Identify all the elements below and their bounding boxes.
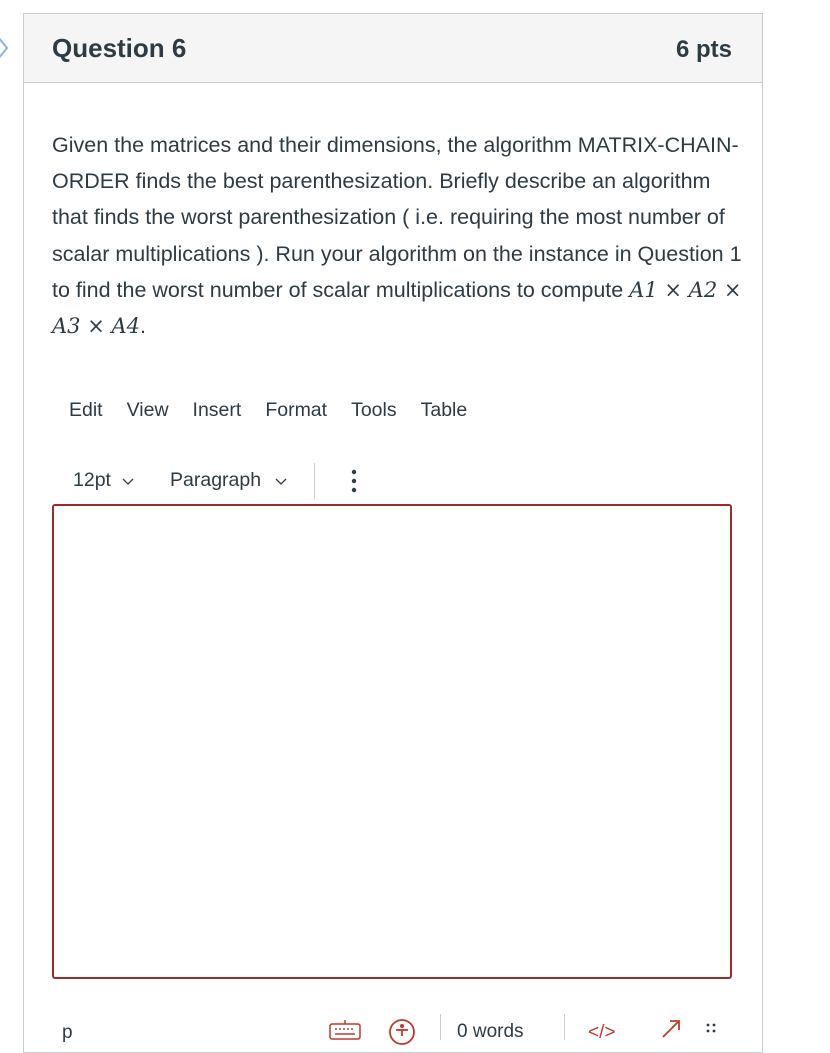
menu-tools[interactable]: Tools: [351, 399, 397, 421]
resize-grip-icon[interactable]: [704, 1022, 720, 1040]
menu-view[interactable]: View: [126, 399, 169, 421]
statusbar-divider: [564, 1014, 565, 1040]
font-size-select[interactable]: [73, 469, 134, 492]
more-vertical-icon[interactable]: [350, 467, 358, 495]
accessibility-icon[interactable]: [388, 1018, 416, 1046]
block-format-value: Paragraph: [170, 469, 262, 491]
question-text: [52, 127, 742, 344]
expand-icon[interactable]: [660, 1018, 682, 1040]
question-title: Question 6: [52, 33, 187, 63]
statusbar-divider: [440, 1014, 441, 1040]
chevron-right-icon[interactable]: [0, 34, 10, 62]
question-points: 6 pts: [675, 36, 732, 63]
menu-edit[interactable]: Edit: [69, 399, 103, 421]
menu-table[interactable]: Table: [420, 399, 468, 421]
chevron-down-icon: [122, 478, 134, 486]
element-path[interactable]: p: [62, 1022, 73, 1043]
editor-statusbar: [52, 1014, 742, 1044]
question-text-end: .: [140, 314, 146, 339]
toolbar-divider: [314, 463, 315, 499]
question-header: [24, 14, 762, 83]
font-size-value: 12pt: [73, 469, 111, 491]
menu-insert[interactable]: Insert: [192, 399, 242, 421]
word-count[interactable]: 0 words: [457, 1021, 524, 1042]
chevron-down-icon: [275, 478, 287, 486]
question-text-body: Given the matrices and their dimensions, the algorithm MATRIX-CHAIN-ORDER finds the best parenthesization. Briefly describe an algorithm that finds the worst parenthesization ( i.e. requiring the most number of scalar multiplications ). Run your algorithm on the instance in Question 1 to find the worst number of scalar multiplications to compute: [52, 133, 742, 302]
editor-toolbar: [73, 463, 393, 499]
question-card: [23, 13, 763, 1053]
html-editor-toggle[interactable]: </>: [588, 1022, 616, 1043]
editor-menubar: [69, 399, 491, 422]
menu-format[interactable]: Format: [265, 399, 328, 421]
keyboard-icon[interactable]: [329, 1020, 361, 1040]
rich-text-editor[interactable]: [52, 504, 732, 979]
block-format-select[interactable]: [170, 469, 287, 492]
math-expression: A1 × A2 × A3 × A4: [52, 277, 742, 339]
